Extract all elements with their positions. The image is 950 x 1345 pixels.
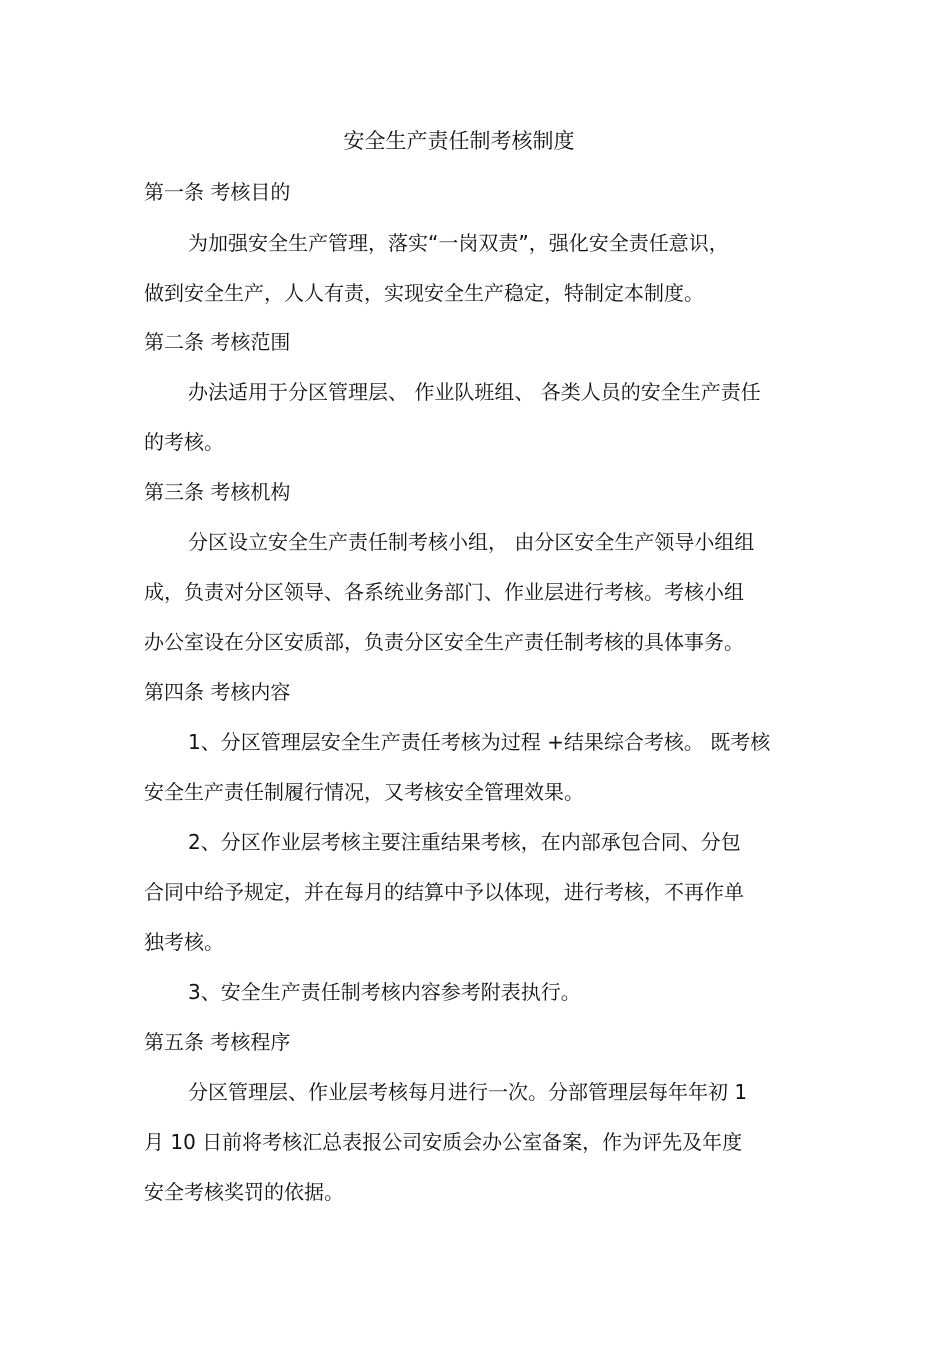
document-title: 安全生产责任制考核制度 [343,129,575,153]
paragraph-line: 1、分区管理层安全生产责任考核为过程 +结果综合考核。 既考核 [188,730,771,754]
paragraph-line: 为加强安全生产管理，落实“一岗双责”，强化安全责任意识， [188,231,729,255]
paragraph-line: 的考核。 [144,430,224,454]
paragraph-line: 成，负责对分区领导、各系统业务部门、作业层进行考核。考核小组 [144,580,744,604]
section-heading-1: 第一条 考核目的 [144,180,291,204]
paragraph-line: 合同中给予规定，并在每月的结算中予以体现，进行考核，不再作单 [144,880,744,904]
paragraph-line: 2、分区作业层考核主要注重结果考核，在内部承包合同、分包 [188,830,741,854]
section-heading-4: 第四条 考核内容 [144,680,291,704]
section-heading-3: 第三条 考核机构 [144,480,291,504]
paragraph-line: 3、安全生产责任制考核内容参考附表执行。 [188,980,581,1004]
paragraph-line: 办公室设在分区安质部，负责分区安全生产责任制考核的具体事务。 [144,630,744,654]
paragraph-line: 独考核。 [144,930,224,954]
paragraph-line: 办法适用于分区管理层、 作业队班组、 各类人员的安全生产责任 [188,380,761,404]
paragraph-line: 安全生产责任制履行情况，又考核安全管理效果。 [144,780,584,804]
paragraph-line: 分区设立安全生产责任制考核小组， 由分区安全生产领导小组组 [188,530,755,554]
paragraph-line: 做到安全生产，人人有责，实现安全生产稳定，特制定本制度。 [144,281,704,305]
paragraph-line: 安全考核奖罚的依据。 [144,1180,344,1204]
section-heading-5: 第五条 考核程序 [144,1030,291,1054]
paragraph-line: 分区管理层、作业层考核每月进行一次。分部管理层每年年初 1 [188,1080,748,1104]
paragraph-line: 月 10 日前将考核汇总表报公司安质会办公室备案，作为评先及年度 [144,1130,743,1154]
section-heading-2: 第二条 考核范围 [144,330,291,354]
